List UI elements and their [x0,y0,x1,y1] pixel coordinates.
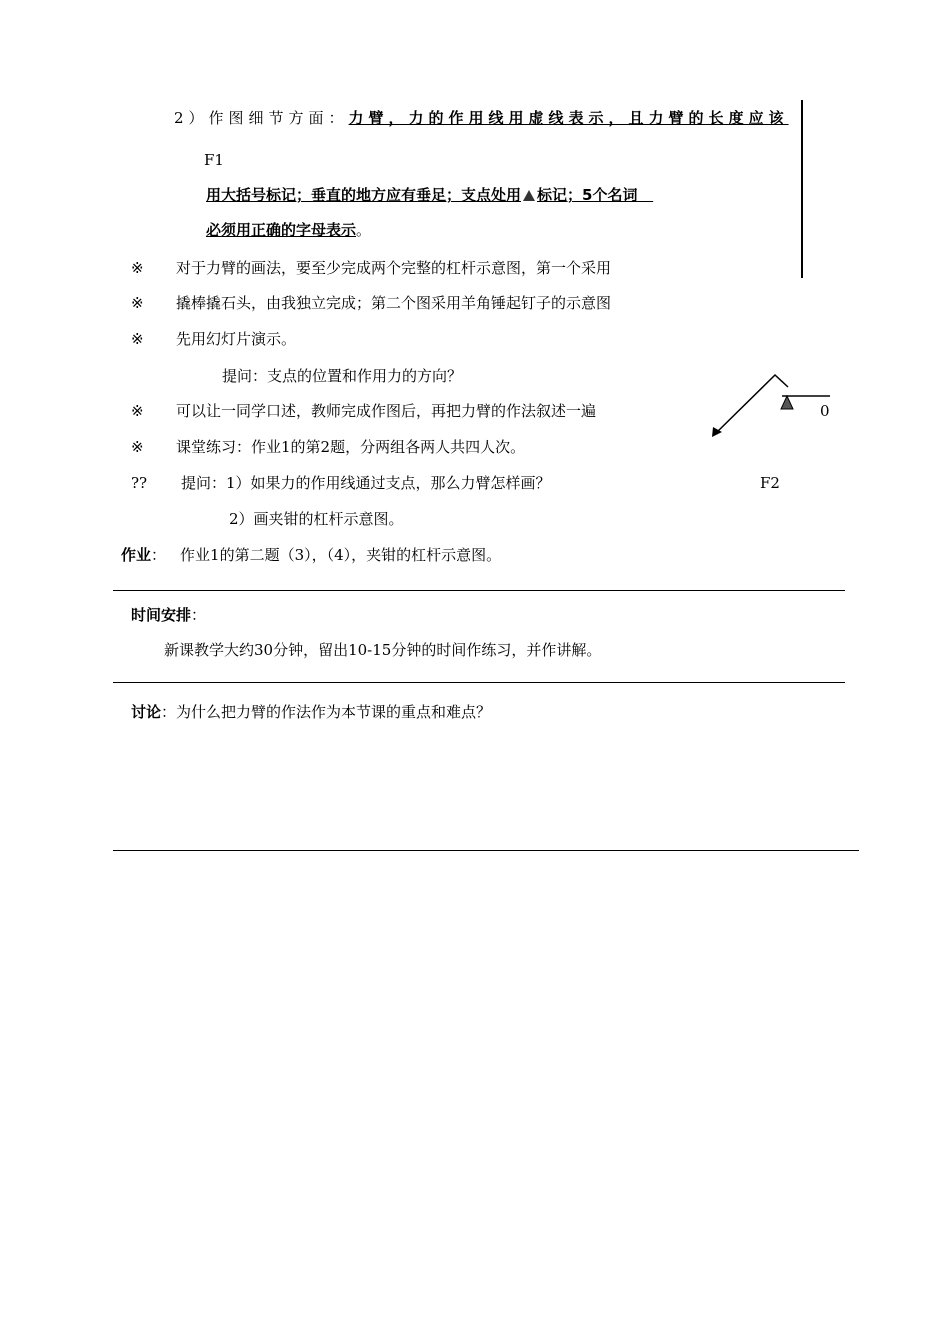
divider-2 [113,682,845,683]
item-1-mark: ※ [131,259,144,277]
bold-line-2-a: 用大括号标记；垂直的地方应有垂足；支点处用 [206,186,522,204]
sub-question: 2）画夹钳的杠杆示意图。 [229,510,404,528]
item-6-text: 提问：1）如果力的作用线通过支点，那么力臂怎样画？ [181,474,551,492]
lever-diagram [700,365,840,445]
item-4-mark: ※ [131,402,144,420]
discussion-text: 为什么把力臂的作法作为本节课的重点和难点？ [176,703,492,721]
discussion-colon: ： [161,703,177,721]
item-3-text: 先用幻灯片演示。 [176,330,297,348]
f1-label: F1 [204,151,224,169]
bold-line-3 [206,220,371,240]
question-1: 提问：支点的位置和作用力的方向？ [222,367,463,385]
bracket-line [801,100,803,278]
o-label: 0 [820,402,830,420]
item-5-text: 课堂练习：作业1的第2题，分两组各两人共四人次。 [176,438,526,456]
bold-line-3-end: 。 [356,221,372,239]
schedule-label: 时间安排 [131,606,192,624]
bold-line-2-b: 标记；5个名词 [537,186,638,204]
discussion-line [131,702,491,722]
item-5-mark: ※ [131,438,144,456]
homework-text: 作业1的第二题（3），（4），夹钳的杠杆示意图。 [180,546,502,564]
bold-line-2 [206,185,653,205]
homework-label: 作业 [121,546,152,564]
homework-line [121,545,501,565]
schedule-heading [131,605,206,625]
fulcrum-icon [781,396,793,409]
divider-3 [113,850,859,851]
homework-colon: ： [151,546,167,564]
item-2-text: 撬棒撬石头，由我独立完成；第二个图采用羊角锤起钉子的示意图 [176,294,612,312]
item-4-text: 可以让一同学口述，教师完成作图后，再把力臂的作法叙述一遍 [176,402,597,420]
item-2-mark: ※ [131,294,144,312]
f2-label: F2 [760,474,780,492]
schedule-text: 新课教学大约30分钟，留出10-15分钟的时间作练习，并作讲解。 [164,641,602,659]
item-1-text: 对于力臂的画法，要至少完成两个完整的杠杆示意图，第一个采用 [176,259,612,277]
detail-bold-text: 力臂，力的作用线用虚线表示，且力臂的长度应该 [348,109,789,127]
divider-1 [113,590,845,591]
detail-line [174,108,789,128]
schedule-colon: ： [191,606,207,624]
bold-line-3-text: 必须用正确的字母表示 [206,221,357,239]
lever-arm [714,375,788,435]
discussion-label: 讨论 [131,703,162,721]
fulcrum-triangle-icon [523,190,535,201]
detail-prefix: 2）作图细节方面： [174,109,349,127]
item-6-mark: ?? [131,474,148,492]
item-3-mark: ※ [131,330,144,348]
